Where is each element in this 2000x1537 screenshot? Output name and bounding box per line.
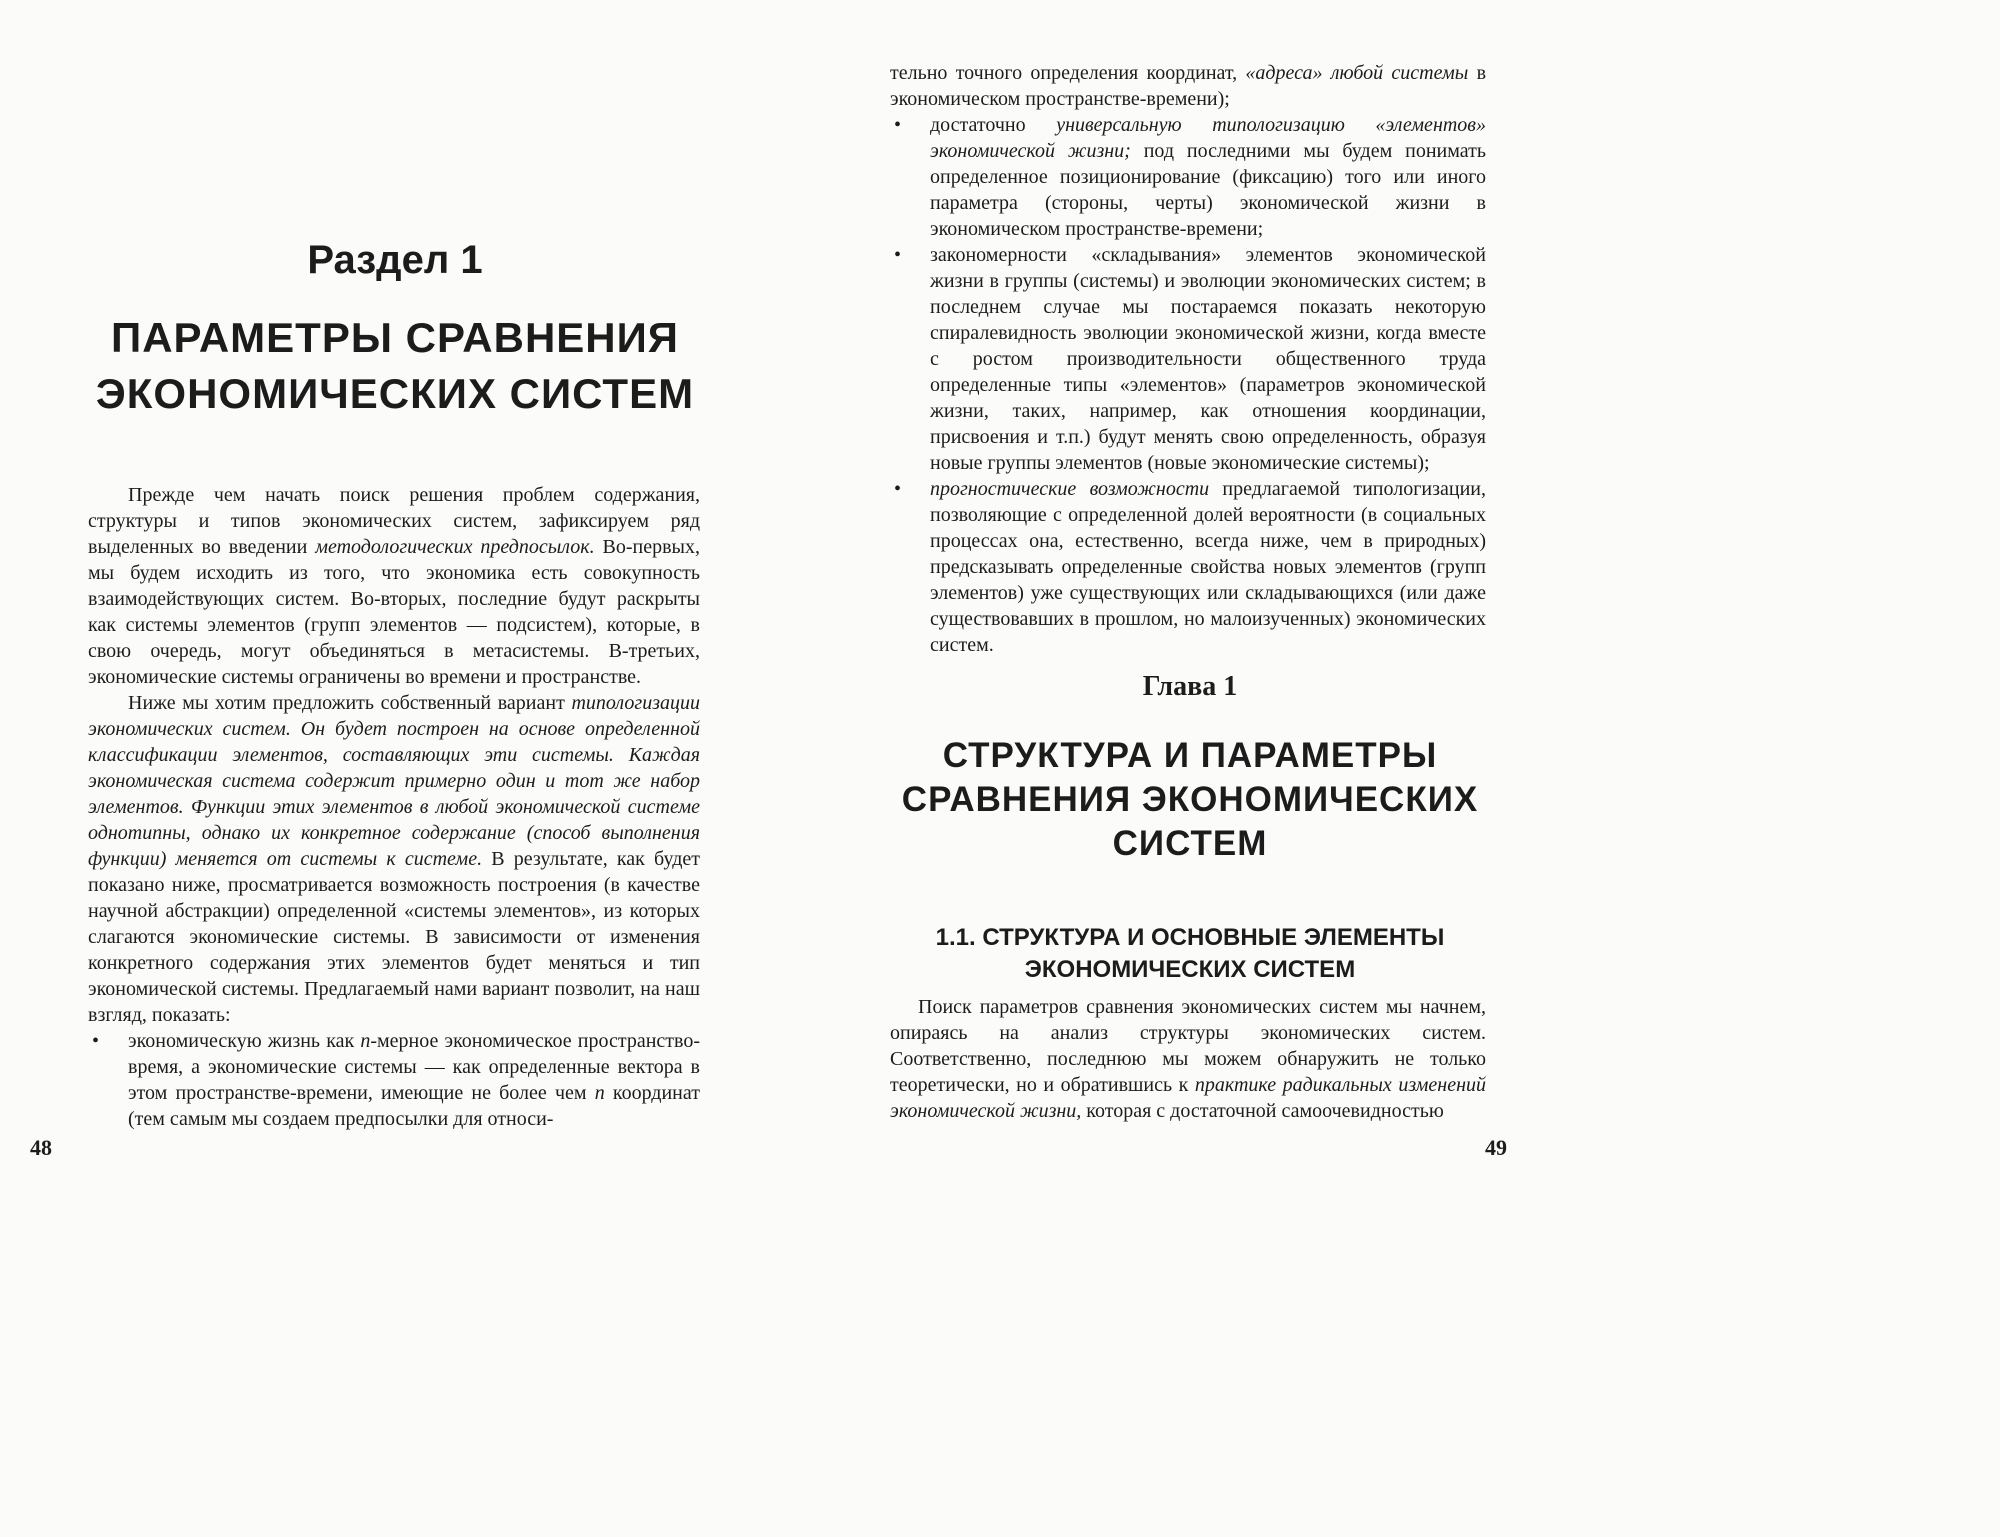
list-item: • достаточно универсальную типологизацию «элементов» экономической жизни; под последними мы будем понимать определенное позиционирование (фиксацию) того или иного параметра (стороны, черты) экономической жизни в экономическом пространстве-времени;	[894, 114, 1486, 240]
page-number: 49	[1485, 1135, 1507, 1160]
page-number: 48	[30, 1135, 52, 1160]
right-body-text-bottom	[890, 994, 1486, 1124]
list-item: • закономерности «складывания» элементов экономической жизни в группы (системы) и эволюции экономических систем; в последнем случае мы постараемся показать некоторую спиралевидность эволюции экономической жизни, когда вместе с ростом производительности общественного труда определенные типы «элементов» (параметров экономической жизни, таких, например, как отношения координации, присвоения и т.п.) будут менять свою определенность, образуя новые группы элементов (новые экономические системы);	[894, 244, 1486, 474]
subsection-title	[880, 922, 1500, 986]
paragraph: Прежде чем начать поиск решения проблем содержания, структуры и типов экономических систем, зафиксируем ряд выделенных во введении методологических предпосылок. Во-первых, мы будем исходить из того, что экономика есть совокупность взаимодействующих систем. Во-вторых, последние будут раскрыты как системы элементов (групп элементов — подсистем), которые, в свою очередь, могут объединяться в метасистемы. В-третьих, экономические системы ограничены во времени и пространстве.	[88, 484, 700, 688]
bullet-icon: •	[894, 244, 902, 266]
chapter-title	[880, 734, 1500, 866]
bullet-icon: •	[894, 114, 902, 136]
chapter-title-line: СИСТЕМ	[1112, 824, 1268, 863]
left-body-text	[88, 482, 700, 1132]
chapter-label: Глава 1	[1142, 671, 1238, 702]
subsection-title-line: ЭКОНОМИЧЕСКИХ СИСТЕМ	[1024, 956, 1356, 983]
list-item: • экономическую жизнь как n-мерное экономическое пространство-время, а экономические системы — как определенные вектора в этом пространстве-времени, имеющие не более чем n координат (тем самым мы создаем предпосылки для относи-	[92, 1030, 701, 1130]
section-heading	[75, 232, 715, 422]
chapter-title-line: СРАВНЕНИЯ ЭКОНОМИЧЕСКИХ	[901, 780, 1479, 819]
list-item: • прогностические возможности предлагаемой типологизации, позволяющие с определенной долей вероятности (в социальных процессах она, естественно, всегда ниже, чем в природных) предсказывать определенные свойства новых элементов (групп элементов) уже существующих или складывающихся (или даже существовавших в прошлом, но малоизученных) экономических систем.	[894, 478, 1486, 656]
chapter-heading	[880, 668, 1500, 866]
section-title-line: ЭКОНОМИЧЕСКИХ СИСТЕМ	[95, 370, 695, 417]
paragraph: тельно точного определения координат, «адреса» любой системы в экономическом пространстве-времени);	[890, 62, 1487, 110]
subsection-title-line: 1.1. СТРУКТУРА И ОСНОВНЫЕ ЭЛЕМЕНТЫ	[935, 924, 1445, 951]
paragraph: Поиск параметров сравнения экономических систем мы начнем, опираясь на анализ структуры экономических систем. Соответственно, последнюю мы можем обнаружить не только теоретически, но и обратившись к практике радикальных изменений экономической жизни, которая с достаточной самоочевидностью	[890, 996, 1486, 1122]
bullet-icon: •	[92, 1030, 100, 1052]
section-title-line: ПАРАМЕТРЫ СРАВНЕНИЯ	[111, 314, 679, 361]
right-body-text	[890, 60, 1486, 658]
chapter-title-line: СТРУКТУРА И ПАРАМЕТРЫ	[942, 736, 1438, 775]
section-label: Раздел 1	[307, 238, 483, 282]
bullet-icon: •	[894, 478, 902, 500]
paragraph: Ниже мы хотим предложить собственный вариант типологизации экономических систем. Он будет построен на основе определенной классификации элементов, составляющих эти системы. Каждая экономическая система содержит примерно один и тот же набор элементов. Функции этих элементов в любой экономической системе однотипны, однако их конкретное содержание (способ выполнения функции) меняется от системы к системе. В результате, как будет показано ниже, просматривается возможность построения (в качестве научной абстракции) определенной «системы элементов», из которых слагаются экономические системы. В зависимости от изменения конкретного содержания этих элементов будет меняться и тип экономической системы. Предлагаемый нами вариант позволит, на наш взгляд, показать:	[88, 692, 700, 1026]
section-title	[75, 310, 715, 422]
